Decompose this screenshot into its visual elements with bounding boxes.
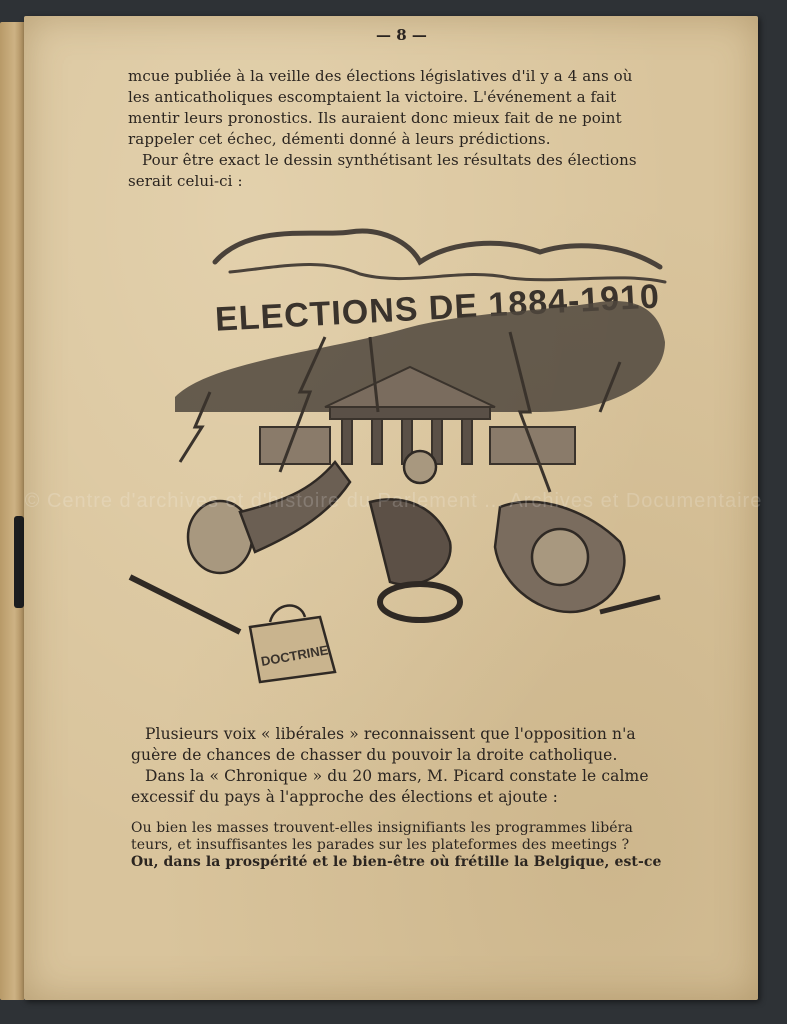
paragraph-middle [131, 724, 681, 808]
text-line: Plusieurs voix « libérales » reconnaissent que l'opposition n'a [145, 725, 636, 743]
election-cartoon-illustration [120, 212, 680, 692]
storm-clouds [215, 231, 665, 282]
text-line: excessif du pays à l'approche des élections et ajoute : [131, 788, 558, 806]
text-line: Pour être exact le dessin synthétisant les résultats des élections [142, 151, 637, 169]
doctrine-bag [250, 606, 335, 682]
text-line: teurs, et insuffisantes les parades sur les plateformes des meetings ? [131, 837, 630, 853]
text-line: Ou, dans la prospérité et le bien-être où frétille la Belgique, est-ce [131, 854, 662, 870]
text-line: serait celui-ci : [128, 172, 243, 190]
doctrine-label: DOCTRINE [259, 642, 330, 669]
falling-figures [130, 451, 660, 632]
text-line: Dans la « Chronique » du 20 mars, M. Picard constate le calme [145, 767, 649, 785]
text-line: rappeler cet échec, démenti donné à leurs prédictions. [128, 130, 551, 148]
text-line: guère de chances de chasser du pouvoir la droite catholique. [131, 746, 618, 764]
text-line: Ou bien les masses trouvent-elles insignifiants les programmes libéra [131, 820, 633, 836]
watermark-text: © Centre d'archives et d'histoire du Parlement ... Archives et Documentaire [24, 490, 763, 512]
paragraph-top [128, 66, 690, 192]
quoted-passage [131, 820, 681, 871]
binding-notch [14, 516, 24, 608]
text-line: mcue publiée à la veille des élections législatives d'il y a 4 ans où [128, 67, 633, 85]
cartoon-title: ELECTIONS DE 1884-1910 [214, 277, 661, 339]
text-line: les anticatholiques escomptaient la victoire. L'événement a fait [128, 88, 617, 106]
page-number: — 8 — [376, 26, 427, 44]
text-line: mentir leurs pronostics. Ils auraient donc mieux fait de ne point [128, 109, 622, 127]
